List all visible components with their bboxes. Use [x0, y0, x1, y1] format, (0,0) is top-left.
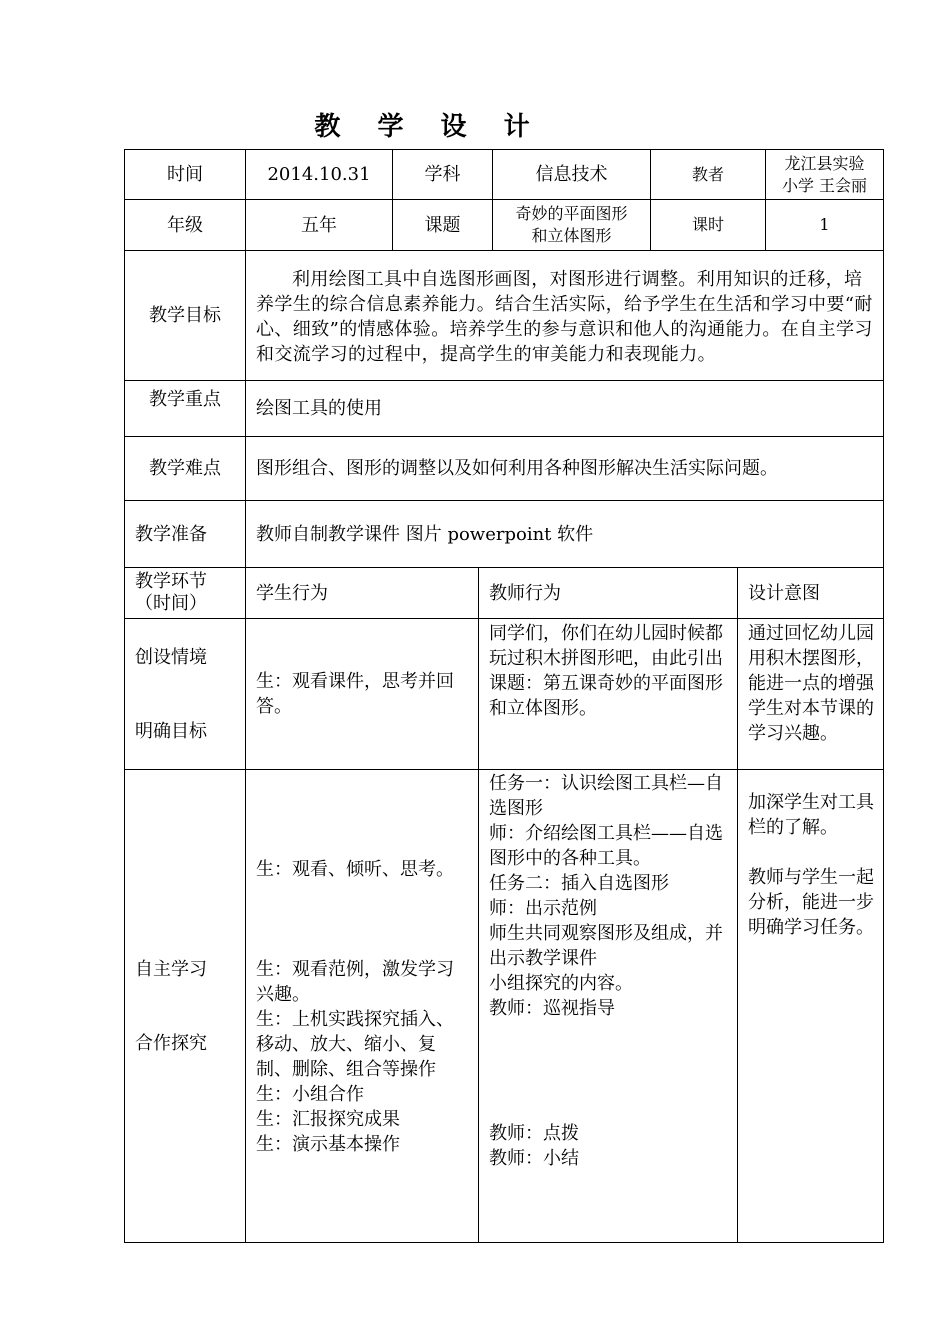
row2-student-2-3: 生：汇报探究成果 — [256, 1109, 400, 1130]
grade-label: 年级 — [125, 200, 246, 251]
preparation-text: 教师自制教学课件 图片 powerpoint 软件 — [246, 501, 884, 568]
stage-header-line-1: 教学环节 — [135, 571, 207, 592]
topic-label: 课题 — [393, 200, 493, 251]
row1-stage — [125, 619, 246, 770]
row2-stage — [125, 770, 246, 1243]
difficulty-text: 图形组合、图形的调整以及如何利用各种图形解决生活实际问题。 — [246, 437, 884, 501]
stage-header — [125, 568, 246, 619]
row2-teacher-2-1: 教师：小结 — [489, 1148, 579, 1169]
topic-value — [493, 200, 651, 251]
row2-student-2-1: 生：上机实践探究插入、移动、放大、缩小、复制、删除、组合等操作 — [256, 1009, 454, 1080]
row2-teacher-1-2: 任务二：插入自选图形 — [489, 873, 669, 894]
row2-student-2-2: 生：小组合作 — [256, 1084, 364, 1105]
row2-stage-a: 自主学习 — [135, 959, 207, 980]
key-point-label: 教学重点 — [125, 381, 246, 437]
topic-value-line-1: 奇妙的平面图形 — [515, 204, 628, 223]
stage-header-line-2: （时间） — [135, 593, 207, 614]
row2-intent — [738, 770, 884, 1243]
key-point-text: 绘图工具的使用 — [246, 381, 884, 437]
row2-student-1: 生：观看、倾听、思考。 — [256, 859, 454, 880]
row2-teacher-1-1: 师：介绍绘图工具栏——自选图形中的各种工具。 — [489, 823, 723, 869]
row1-student: 生：观看课件，思考并回答。 — [246, 619, 479, 770]
row2-student-2-4: 生：演示基本操作 — [256, 1134, 400, 1155]
row2-teacher-1-6: 教师：巡视指导 — [489, 998, 615, 1019]
row2-intent-1: 加深学生对工具栏的了解。 — [748, 792, 874, 838]
topic-value-line-2: 和立体图形 — [531, 226, 612, 245]
goals-label: 教学目标 — [125, 251, 246, 381]
preparation-label: 教学准备 — [125, 501, 246, 568]
teacher-value-line-2: 小学 王会丽 — [781, 175, 868, 195]
row2-stage-b: 合作探究 — [135, 1033, 207, 1054]
time-value: 2014.10.31 — [246, 150, 393, 200]
row2-teacher-1-4: 师生共同观察图形及组成，并出示教学课件 — [489, 923, 723, 969]
teacher-header: 教师行为 — [479, 568, 738, 619]
teacher-label: 教者 — [651, 150, 766, 200]
row2-student-2-0: 生：观看范例，激发学习兴趣。 — [256, 959, 454, 1005]
row2-teacher-1-5: 小组探究的内容。 — [489, 973, 633, 994]
subject-value: 信息技术 — [493, 150, 651, 200]
row2-intent-2: 教师与学生一起分析，能进一步明确学习任务。 — [748, 867, 874, 938]
row2-teacher-1-0: 任务一：认识绘图工具栏—自选图形 — [489, 773, 723, 819]
student-header: 学生行为 — [246, 568, 479, 619]
time-label: 时间 — [125, 150, 246, 200]
row1-intent: 通过回忆幼儿园用积木摆图形，能进一点的增强学生对本节课的学习兴趣。 — [738, 619, 884, 770]
goals-text: 利用绘图工具中自选图形画图，对图形进行调整。利用知识的迁移，培养学生的综合信息素养能力。结合生活实际，给予学生在生活和学习中要“耐心、细致”的情感体验。培养学生的参与意识和他人的沟通能力。在自主学习和交流学习的过程中，提高学生的审美能力和表现能力。 — [246, 251, 884, 381]
period-value: 1 — [766, 200, 884, 251]
row2-student — [246, 770, 479, 1243]
row2-teacher — [479, 770, 738, 1243]
period-label: 课时 — [651, 200, 766, 251]
teacher-value — [766, 150, 884, 200]
row2-teacher-1-3: 师：出示范例 — [489, 898, 597, 919]
process-table — [124, 567, 884, 1243]
row2-teacher-2-0: 教师：点拨 — [489, 1123, 579, 1144]
row1-stage-a: 创设情境 — [135, 647, 207, 668]
grade-value: 五年 — [246, 200, 393, 251]
difficulty-label: 教学难点 — [125, 437, 246, 501]
intent-header: 设计意图 — [738, 568, 884, 619]
row1-teacher: 同学们，你们在幼儿园时候都玩过积木拼图形吧，由此引出课题：第五课奇妙的平面图形和立体图形。 — [479, 619, 738, 770]
subject-label: 学科 — [393, 150, 493, 200]
lesson-info-table — [124, 149, 884, 568]
document-title: 教 学 设 计 — [314, 112, 544, 142]
teacher-value-line-1: 龙江县实验 — [784, 153, 865, 173]
row1-stage-b: 明确目标 — [135, 721, 207, 742]
